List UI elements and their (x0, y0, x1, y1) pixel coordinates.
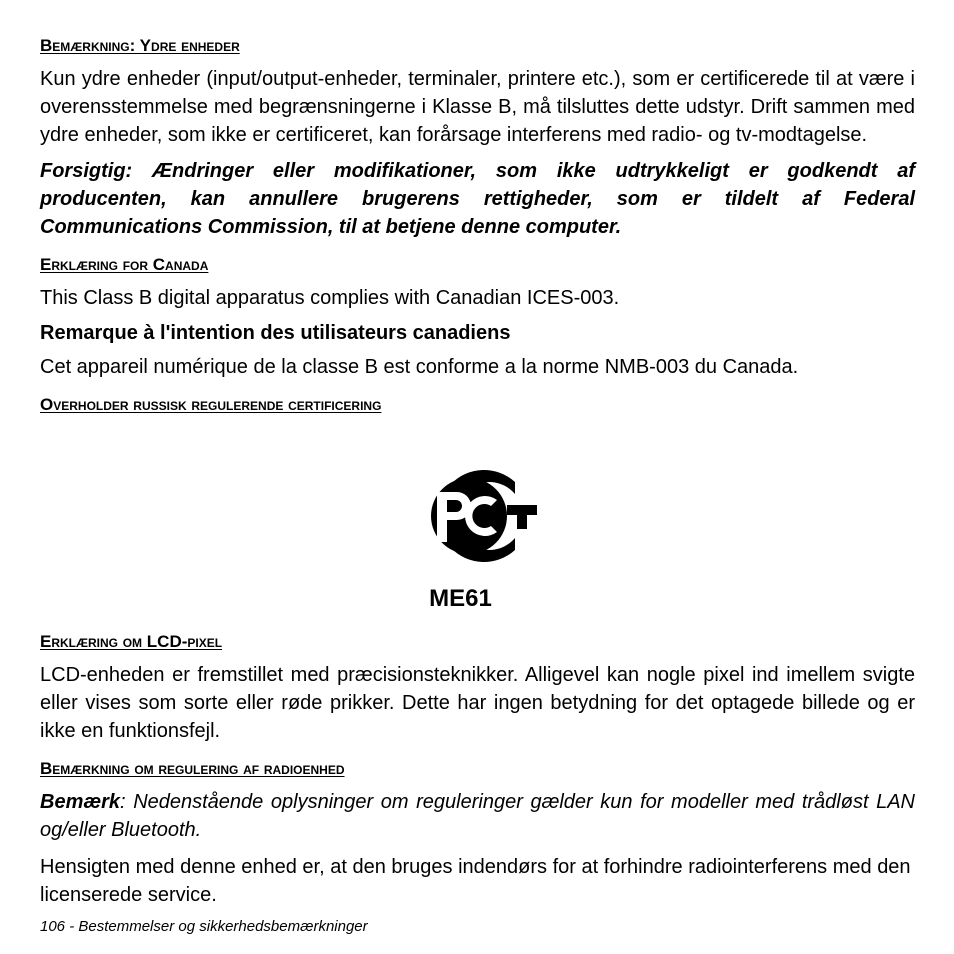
paragraph-radio-body: Hensigten med denne enhed er, at den bruges indendørs for at forhindre radiointerferens med den licenserede service. (40, 856, 911, 906)
paragraph-lcd-body: LCD-enheden er fremstillet med præcisionsteknikker. Alligevel kan nogle pixel ind imellem svigte eller vises som sorte eller røde prikker. Dette har ingen betydning for det optagede billede og er ikke en funktionsfejl. (40, 664, 915, 742)
pct-certification-mark-icon (415, 468, 539, 564)
section-russian (40, 395, 915, 417)
note-text: : Nedenstående oplysninger om reguleringer gælder kun for modeller med trådløst LAN og/eller Bluetooth. (40, 791, 915, 841)
section-radio (40, 759, 915, 781)
heading-russian: Overholder russisk regulerende certificering (40, 395, 382, 414)
section-ydre (40, 36, 915, 58)
heading-radio: Bemærkning om regulering af radioenhed (40, 759, 345, 778)
heading-canada: Erklæring for Canada (40, 255, 209, 274)
section-lcd (40, 632, 915, 654)
pct-code-label: ME61 (429, 585, 492, 612)
subheading-canada-fr: Remarque à l'intention des utilisateurs canadiens (40, 322, 511, 344)
pct-logo-block (40, 468, 915, 564)
page-footer: 106 - Bestemmelser og sikkerhedsbemærkninger (40, 918, 368, 935)
document-page (40, 36, 915, 417)
document-page-lower (40, 632, 915, 909)
heading-lcd: Erklæring om LCD-pixel (40, 632, 223, 651)
note-label: Bemærk (40, 791, 121, 813)
paragraph-canada-body: This Class B digital apparatus complies with Canadian ICES-003. (40, 287, 620, 309)
heading-ydre-enheder: Bemærkning: Ydre enheder (40, 36, 240, 55)
section-canada (40, 255, 915, 277)
paragraph-radio-note (40, 788, 915, 844)
paragraph-ydre-body: Kun ydre enheder (input/output-enheder, terminaler, printere etc.), som er certificerede til at være i overensstemmelse med begrænsningerne i Klasse B, må tilsluttes dette udstyr. Drift sammen med ydre enheder, som ikke er certificeret, kan forårsage interferens med radio- og tv-modtagelse. (40, 68, 915, 146)
pct-code-block (23, 585, 898, 613)
paragraph-canada-fr: Cet appareil numérique de la classe B est conforme a la norme NMB-003 du Canada. (40, 356, 799, 378)
paragraph-ydre-caution: Forsigtig: Ændringer eller modifikationer, som ikke udtrykkeligt er godkendt af producenten, kan annullere brugerens rettigheder, som er tildelt af Federal Communications Commission, til at betjene denne computer. (40, 160, 915, 238)
